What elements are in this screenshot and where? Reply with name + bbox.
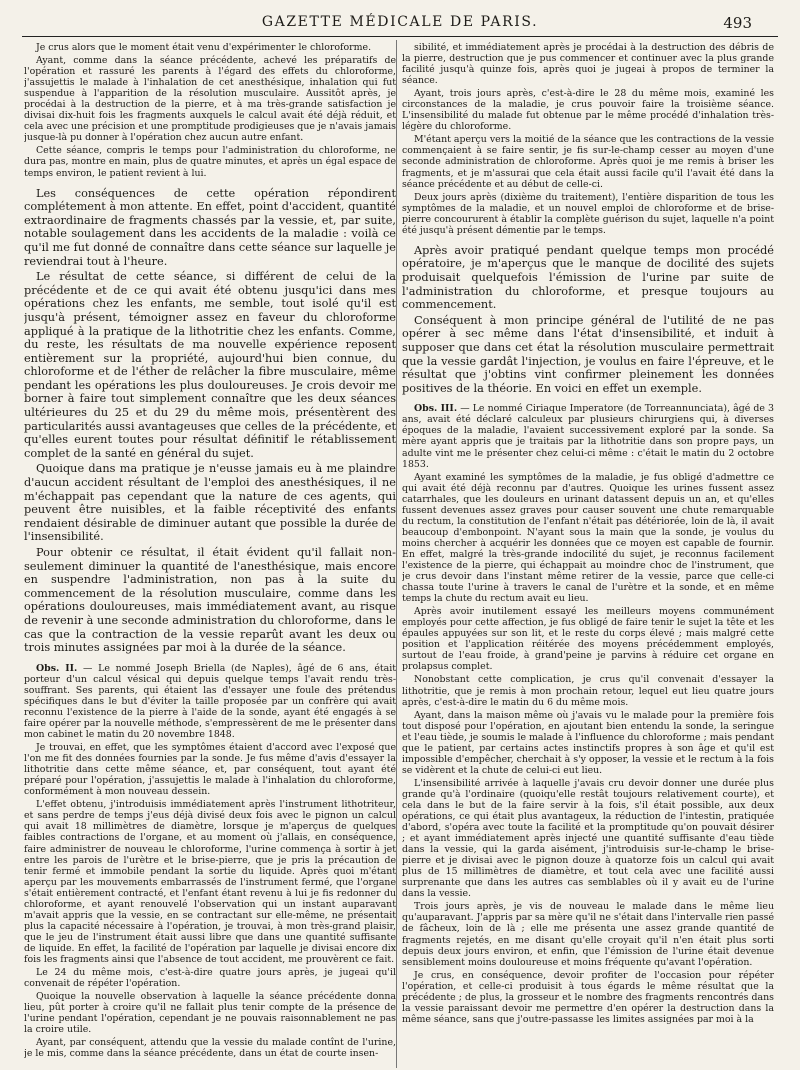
paragraph: Le résultat de cette séance, si différent de celui de la précédente et de ce qui avait été obtenu jusqu'ici dans mes opérations chez les enfants, me semble, tout isolé qu'il est jusqu'à présent, témoigner assez en faveur du chloroforme appliqué à la pratique de la lithotritie chez les enfants. Comme, du reste, les résultats de ma nouvelle expérience reposent entièrement sur la propriété, aujourd'hui bien connue, du chloroforme et de l'éther de relâcher la fibre musculaire, même pendant les opérations les plus douloureuses. Je crois devoir me borner à faire tout simplement connaître que les deux séances ultérieures du 25 et du 29 du même mois, présentèrent des particularités aussi avantageuses que celles de la précédente, et qu'elles eurent toutes pour résultat définitif le rétablissement complet de la santé en général du sujet.	[24, 270, 396, 460]
right-column	[402, 42, 774, 1068]
paragraph: L'effet obtenu, j'introduisis immédiatement après l'instrument lithotriteur, et sans perdre de temps j'eus déjà divisé deux fois avec le pignon un calcul qui avait 18 millimètres de diamètre, lorsque je m'aperçus de quelques faibles contractions de l'organe, et au moment où j'allais, en conséquence, faire administrer de nouveau le chloroforme, l'urine commença à sortir à jet entre les parois de l'urètre et le brise-pierre, que je pris la précaution de tenir fermé et immobile pendant la sortie du liquide. Après quoi m'étant aperçu par les mouvements embarrassés de l'instrument fermé, que l'organe s'était entièrement contracté, et l'enfant étant revenu à lui je fis redonner du chloroforme, et ayant renouvelé l'observation qui un instant auparavant m'avait appris que la vessie, en se contractant sur elle-même, ne présentait plus la capacité nécessaire à l'opération, je trouvai, à mon très-grand plaisir, que le jeu de l'instrument était aussi libre que dans une quantité suffisante de liquide. En effet, la facilité de l'opération par laquelle je divisai encore dix fois les fragments ainsi que l'absence de tout accident, me prouvèrent ce fait.	[24, 799, 396, 965]
paragraph: Ayant, trois jours après, c'est-à-dire le 28 du même mois, examiné les circonstances de la maladie, je crus pouvoir faire la troisième séance. L'insensibilité du malade fut obtenue par le même procédé d'inhalation très-légère du chloroforme.	[402, 88, 774, 133]
paragraph: Ayant, dans la maison même où j'avais vu le malade pour la première fois tout disposé pour l'opération, en ajoutant bien entendu la sonde, la seringue et l'eau tiède, je soumis le malade à l'influence du chloroforme ; mais pendant que le patient, par certains actes instinctifs propres à son âge et qu'il est impossible d'empêcher, cherchait à s'y opposer, la vessie et le rectum à la fois se vidèrent et la chute de celui-ci eut lieu.	[402, 709, 774, 776]
paragraph: Ayant, comme dans la séance précédente, achevé les préparatifs de l'opération et rassuré les parents à l'égard des effets du chloroforme, j'assujettis le malade à l'inhalation de cet anesthésique, inhalation qui fut suspendue à l'apparition de la résolution musculaire. Aussitôt après, je procédai à la destruction de la pierre, et à ma très-grande satisfaction je divisai dix-huit fois les fragments auxquels le calcul avait été déjà réduit, et cela avec une précision et une promptitude prodigieuses que je n'avais jamais jusque-là pu donner à l'opération chez aucun autre enfant.	[24, 55, 396, 144]
observation-text: — Le nommé Ciriaque Imperatore (de Torreannunciata), âgé de 3 ans, avait été déclaré calculeux par plusieurs chirurgiens qui, à diverses époques de la maladie, l'avaient successivement exploré par la sonde. Sa mère ayant appris que je traitais par la lithotritie dans son propre pays, un adulte vint me le présenter chez celui-ci même : c'était le matin du 2 octobre 1853.	[402, 403, 774, 470]
header-rule	[22, 36, 778, 37]
paragraph: Je trouvai, en effet, que les symptômes étaient d'accord avec l'exposé que l'on me fit des données fournies par la sonde. Je fus même d'avis d'essayer la lithotritie dans cette même séance, et, par conséquent, tout ayant été préparé pour l'opération, j'assujettis le malade à l'inhalation du chloroforme, conformément à mon nouveau dessein.	[24, 742, 396, 798]
paragraph: Les conséquences de cette opération répondirent complétement à mon attente. En effet, point d'accident, quantité extraordinaire de fragments chassés par la vessie, et, par suite, notable soulagement dans les accidents de la maladie : voilà ce qu'il me fut donné de connaître dans cette séance sur laquelle je reviendrai tout à l'heure.	[24, 186, 396, 268]
paragraph: Conséquent à mon principe général de l'utilité de ne pas opérer à sec même dans l'état d'insensibilité, et induit à supposer que dans cet état la résolution musculaire permettrait que la vessie gardât l'injection, je voulus en faire l'épreuve, et le résultat que j'obtins vint confirmer pleinement les données positives de la théorie. En voici en effet un exemple.	[402, 313, 774, 395]
paragraph: Ayant, par conséquent, attendu que la vessie du malade contînt de l'urine, je le mis, comme dans la séance précédente, dans un état de courte insen-	[24, 1037, 396, 1060]
paragraph: Quoique la nouvelle observation à laquelle la séance précédente donna lieu, pût porter à croire qu'il ne fallait plus tenir compte de la présence de l'urine pendant l'opération, cependant je ne pouvais raisonnablement ne pas la croire utile.	[24, 991, 396, 1036]
paragraph: Je crus alors que le moment était venu d'expérimenter le chloroforme.	[36, 42, 372, 53]
observation-text: — Le nommé Joseph Briella (de Naples), âgé de 6 ans, était porteur d'un calcul vésical qui depuis quelque temps l'avait rendu très-souffrant. Ses parents, qui étaient las d'essayer une foule des prétendus spécifiques dans le but d'éviter la taille proposée par un confrère qui avait reconnu l'existence de la pierre à l'aide de la sonde, ayant été engagés à se faire opérer par la nouvelle méthode, s'empressèrent de me le présenter dans mon cabinet le matin du 20 novembre 1848.	[24, 662, 396, 741]
observation-paragraph	[402, 403, 774, 469]
paragraph: Après avoir inutilement essayé les meilleurs moyens communément employés pour cette affection, je fus obligé de faire tenir le sujet la tête et les épaules appuyées sur son lit, et le reste du corps élevé ; mais malgré cette position et l'application réitérée des moyens précédemment employés, surtout de l'eau froide, à grand'peine je parvins à réduire cet organe en prolapsus complet.	[402, 606, 774, 673]
paragraph: Cette séance, compris le temps pour l'administration du chloroforme, ne dura pas, montre en main, plus de quatre minutes, et après un égal espace de temps environ, le patient revient à lui.	[24, 145, 396, 179]
paragraph: Quoique dans ma pratique je n'eusse jamais eu à me plaindre d'aucun accident résultant de l'emploi des anesthésiques, il ne m'échappait pas cependant que la nature de ces agents, qui peuvent être nuisibles, et la faible réceptivité des enfants rendaient désirable de diminuer autant que possible la durée de l'insensibilité.	[24, 462, 396, 544]
paragraph: Pour obtenir ce résultat, il était évident qu'il fallait non-seulement diminuer la quantité de l'anesthésique, mais encore en suspendre l'administration, non pas à la suite du commencement de la résolution musculaire, comme dans les opérations douloureuses, mais immédiatement avant, au risque de revenir à une seconde administration du chloroforme, dans le cas que la contraction de la vessie reparût avant les deux ou trois minutes assignées par moi à la durée de la séance.	[24, 546, 396, 655]
paragraph: sibilité, et immédiatement après je procédai à la destruction des débris de la pierre, destruction que je pus commencer et continuer avec la plus grande facilité jusqu'à quinze fois, après quoi je jugeai à propos de terminer la séance.	[402, 42, 774, 87]
observation-label: Obs. III.	[414, 403, 458, 415]
observation-paragraph	[24, 663, 396, 740]
paragraph: Nonobstant cette complication, je crus qu'il convenait d'essayer la lithotritie, que je remis à mon prochain retour, lequel eut lieu quatre jours après, c'est-à-dire le matin du 6 du même mois.	[402, 674, 774, 708]
paragraph: L'insensibilité arrivée à laquelle j'avais cru devoir donner une durée plus grande qu'à l'ordinaire (quoiqu'elle restât toujours relativement courte), et cela dans le but de la faire servir à la fois, s'il était possible, aux deux opérations, ce qui était plus avantageux, la réduction de l'intestin, pratiquée d'abord, s'opéra avec toute la facilité et la promptitude qu'on pouvait désirer ; et ayant immédiatement après injecté une quantité suffisante d'eau tiède dans la vessie, qui la garda aisément, j'introduisis sur-le-champ le brise-pierre et je divisai avec le pignon douze à quatorze fois un calcul qui avait plus de 15 millimètres de diamètre, et tout cela avec une facilité aussi surprenante que dans les autres cas semblables où il y avait eu de l'urine dans la vessie.	[402, 777, 774, 900]
page-header	[0, 6, 800, 36]
running-title: GAZETTE MÉDICALE DE PARIS.	[261, 14, 539, 30]
page-number: 493	[723, 14, 752, 32]
observation-label: Obs. II.	[36, 662, 78, 674]
paragraph: Le 24 du même mois, c'est-à-dire quatre jours après, je jugeai qu'il convenait de répéter l'opération.	[24, 967, 396, 990]
paragraph: Ayant examiné les symptômes de la maladie, je fus obligé d'admettre ce qui avait été déjà reconnu par d'autres. Quoique les urines fussent assez catarrhales, que les douleurs en urinant datassent depuis un an, et qu'elles fussent devenues assez graves pour causer souvent une chute remarquable du rectum, la constitution de l'enfant n'était pas détériorée, loin de là, il avait beaucoup d'embonpoint. N'ayant sous la main que la sonde, je voulus du moins chercher à acquérir les données que ce moyen est capable de fournir. En effet, malgré la très-grande indocilité du sujet, je reconnus facilement l'existence de la pierre, qui échappait au moindre choc de l'instrument, que je crus devoir dans l'instant même retirer de la vessie, parce que celle-ci chassa toute l'urine à travers le canal de l'urètre et la sonde, et en même temps la chute du rectum avait eu lieu.	[402, 471, 774, 605]
left-column	[24, 42, 396, 1068]
paragraph: M'étant aperçu vers la moitié de la séance que les contractions de la vessie commençaient à se faire sentir, je fis sur-le-champ cesser au moyen d'une seconde administration de chloroforme. Après quoi je me remis à briser les fragments, et je m'assurai que cela était aussi facile qu'il l'avait été dans la séance précédente et au début de celle-ci.	[402, 134, 774, 190]
paragraph: Deux jours après (dixième du traitement), l'entière disparition de tous les symptômes de la maladie, et un nouvel emploi de chloroforme et de brise-pierre concoururent à établir la complète guérison du sujet, laquelle n'a point été jusqu'à présent démentie par le temps.	[402, 191, 774, 236]
column-divider	[396, 40, 397, 1068]
paragraph: Je crus, en conséquence, devoir profiter de l'occasion pour répéter l'opération, et celle-ci produisit à tous égards le même résultat que la précédente ; de plus, la grosseur et le nombre des fragments rencontrés dans la vessie paraissant devoir me permettre d'en opérer la destruction dans la même séance, sans que j'outre-passasse les limites assignées par moi à la	[402, 969, 774, 1025]
paragraph: Après avoir pratiqué pendant quelque temps mon procédé opératoire, je m'aperçus que le manque de docilité des sujets produisait quelquefois l'émission de l'urine par suite de l'administration du chloroforme, et presque toujours au commencement.	[402, 243, 774, 312]
paragraph: Trois jours après, je vis de nouveau le malade dans le même lieu qu'auparavant. J'appris par sa mère qu'il ne s'était dans l'intervalle rien passé de fâcheux, loin de là ; elle me présenta une assez grande quantité de fragments rejetés, en me disant qu'elle croyait qu'il n'en était plus sorti depuis deux jours environ, et enfin, que l'émission de l'urine était devenue sensiblement moins douloureuse et moins fréquente qu'avant l'opération.	[402, 901, 774, 968]
